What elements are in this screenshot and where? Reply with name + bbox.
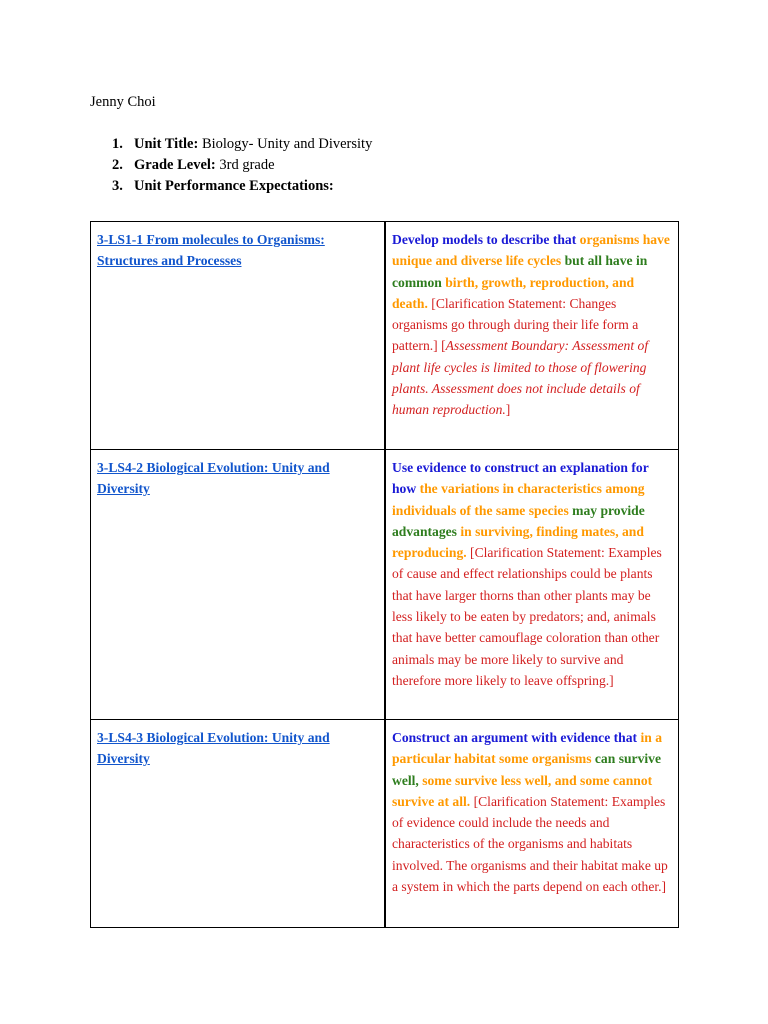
core-idea-text: in a particular habitat some organisms: [392, 730, 662, 767]
standard-code-link[interactable]: 3-LS4-3 Biological Evolution: Unity and Diversity: [97, 730, 330, 767]
core-idea-text: some survive less well, and some cannot survive at all.: [392, 772, 653, 809]
standard-description-cell: [385, 450, 679, 720]
clarification-text: [Clarification Statement: Examples of cause and effect relationships could be plants that have larger thorns than other plants may be less likely to be eaten by predators; and, animals that have better camouflage coloration than other animals may be more likely to survive and therefore more likely to leave offspring.]: [392, 545, 662, 688]
outline-number: 1.: [112, 136, 123, 152]
standards-table: [90, 221, 679, 928]
standard-description-cell: [385, 222, 679, 450]
unit-outline: [90, 134, 372, 197]
standard-description-cell: [385, 720, 679, 928]
core-idea-text: in surviving, finding mates, and reproducing.: [392, 523, 644, 561]
outline-number: 2.: [112, 157, 123, 173]
outline-label: Grade Level:: [134, 157, 216, 173]
outline-label: Unit Title:: [134, 136, 199, 152]
clarification-text: [Clarification Statement: Examples of evidence could include the needs and characteristics of the organisms and habitats involved. The organisms and their habitat make up a system in which the parts depend on each other.]: [392, 793, 668, 895]
crosscutting-text: but all have in common: [392, 253, 648, 290]
clarification-text: ]: [505, 402, 511, 418]
table-row: [91, 222, 679, 450]
table-row: [91, 720, 679, 928]
outline-item-unit-title: [90, 134, 372, 155]
standard-code-cell: [91, 450, 386, 720]
outline-label: Unit Performance Expectations:: [134, 178, 334, 194]
standard-code-link[interactable]: 3-LS1-1 From molecules to Organisms: Structures and Processes: [97, 232, 325, 269]
crosscutting-text: may provide advantages: [392, 502, 645, 539]
core-idea-text: organisms have unique and diverse life cycles: [392, 232, 670, 269]
table-row: [91, 450, 679, 720]
outline-value: 3rd grade: [215, 157, 275, 173]
author-name: Jenny Choi: [90, 94, 156, 110]
outline-number: 3.: [112, 178, 123, 194]
standard-code-cell: [91, 720, 386, 928]
standard-code-link[interactable]: 3-LS4-2 Biological Evolution: Unity and Diversity: [97, 460, 330, 497]
outline-value: Biology- Unity and Diversity: [198, 136, 373, 152]
practice-text: Use evidence to construct an explanation for how: [392, 460, 649, 497]
outline-item-grade-level: [90, 155, 372, 176]
crosscutting-text: can survive well,: [392, 751, 661, 788]
practice-text: Develop models to describe that: [392, 232, 580, 247]
core-idea-text: birth, growth, reproduction, and death.: [392, 274, 635, 311]
clarification-text: [Clarification Statement: Changes organisms go through during their life form a pattern.] [: [392, 295, 639, 354]
standard-code-cell: [91, 222, 386, 450]
outline-item-performance-expectations: [90, 176, 372, 197]
assessment-boundary-text: Assessment Boundary: Assessment of plant life cycles is limited to those of flowering plants. Assessment does not include details of human reproduction.: [392, 338, 649, 418]
core-idea-text: the variations in characteristics among individuals of the same species: [392, 481, 645, 518]
practice-text: Construct an argument with evidence that: [392, 730, 641, 745]
